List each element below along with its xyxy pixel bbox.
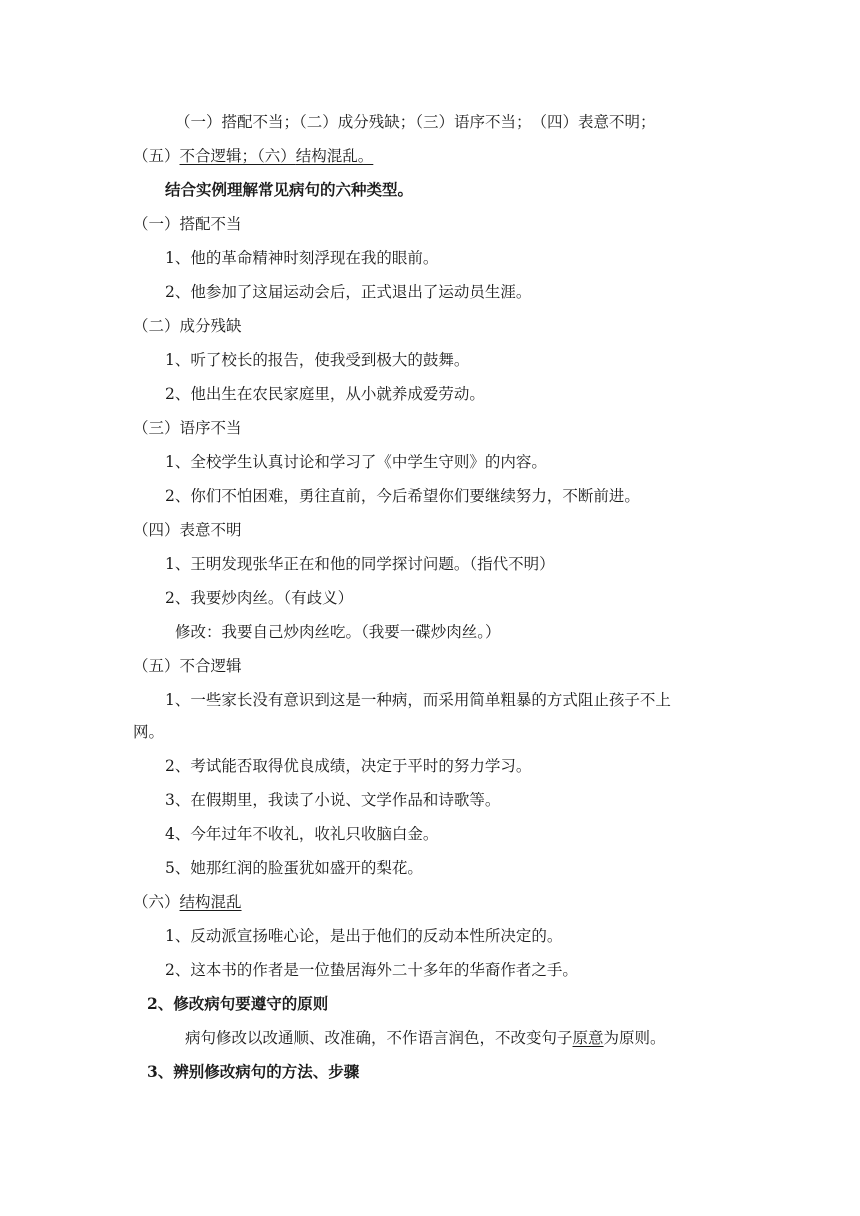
principle-heading: 2、修改病句要遵守的原则 bbox=[147, 994, 329, 1013]
method-heading: 3、辨别修改病句的方法、步骤 bbox=[147, 1062, 360, 1081]
section-heading: 结合实例理解常见病句的六种类型。 bbox=[165, 180, 414, 199]
category-title bbox=[133, 892, 242, 912]
type-list-line-1: （一）搭配不当；（二）成分残缺；（三）语序不当； （四）表意不明； bbox=[175, 113, 656, 131]
example-sentence-continued: 网。 bbox=[133, 723, 165, 741]
category-title: （三）语序不当 bbox=[133, 419, 242, 437]
example-sentence: 2、我要炒肉丝。（有歧义） bbox=[165, 589, 354, 607]
example-sentence: 1、反动派宣扬唯心论，是出于他们的反动本性所决定的。 bbox=[165, 927, 563, 945]
type-list-prefix: （五） bbox=[133, 147, 180, 165]
example-sentence: 2、他出生在农民家庭里，从小就养成爱劳动。 bbox=[165, 385, 485, 403]
type-list-underlined-end: 结构混乱。 bbox=[295, 147, 374, 165]
type-list-line-2 bbox=[133, 146, 373, 166]
example-sentence: 5、她那红润的脸蛋犹如盛开的梨花。 bbox=[165, 859, 423, 877]
principle-text bbox=[185, 1028, 666, 1048]
example-sentence: 3、在假期里，我读了小说、文学作品和诗歌等。 bbox=[165, 791, 501, 809]
example-sentence: 1、听了校长的报告，使我受到极大的鼓舞。 bbox=[165, 351, 470, 369]
correction-note: 修改：我要自己炒肉丝吃。（我要一碟炒肉丝。） bbox=[175, 623, 501, 641]
type-list-underlined: 不合逻辑；（六） bbox=[179, 147, 296, 165]
example-sentence: 1、王明发现张华正在和他的同学探讨问题。（指代不明） bbox=[165, 555, 555, 573]
example-sentence: 4、今年过年不收礼，收礼只收脑白金。 bbox=[165, 825, 439, 843]
example-sentence: 2、考试能否取得优良成绩，决定于平时的努力学习。 bbox=[165, 757, 532, 775]
principle-text-c: 为原则。 bbox=[603, 1029, 666, 1047]
example-sentence: 1、全校学生认真讨论和学习了《中学生守则》的内容。 bbox=[165, 453, 547, 471]
example-sentence: 1、他的革命精神时刻浮现在我的眼前。 bbox=[165, 249, 439, 267]
category-title: （二）成分残缺 bbox=[133, 317, 242, 335]
principle-text-underlined: 原意 bbox=[572, 1029, 604, 1047]
example-sentence: 2、这本书的作者是一位蛰居海外二十多年的华裔作者之手。 bbox=[165, 961, 578, 979]
example-sentence: 1、一些家长没有意识到这是一种病，而采用简单粗暴的方式阻止孩子不上 bbox=[165, 691, 671, 709]
category-title: （五）不合逻辑 bbox=[133, 657, 242, 675]
category-title: （一）搭配不当 bbox=[133, 215, 242, 233]
category-title: （四）表意不明 bbox=[133, 521, 242, 539]
category-prefix: （六） bbox=[133, 893, 180, 911]
example-sentence: 2、你们不怕困难，勇往直前，今后希望你们要继续努力，不断前进。 bbox=[165, 487, 640, 505]
category-title-underlined: 结构混乱 bbox=[179, 893, 242, 911]
principle-text-a: 病句修改以改通顺、改准确，不作语言润色，不改变句子 bbox=[185, 1029, 573, 1047]
example-sentence: 2、他参加了这届运动会后，正式退出了运动员生涯。 bbox=[165, 283, 532, 301]
